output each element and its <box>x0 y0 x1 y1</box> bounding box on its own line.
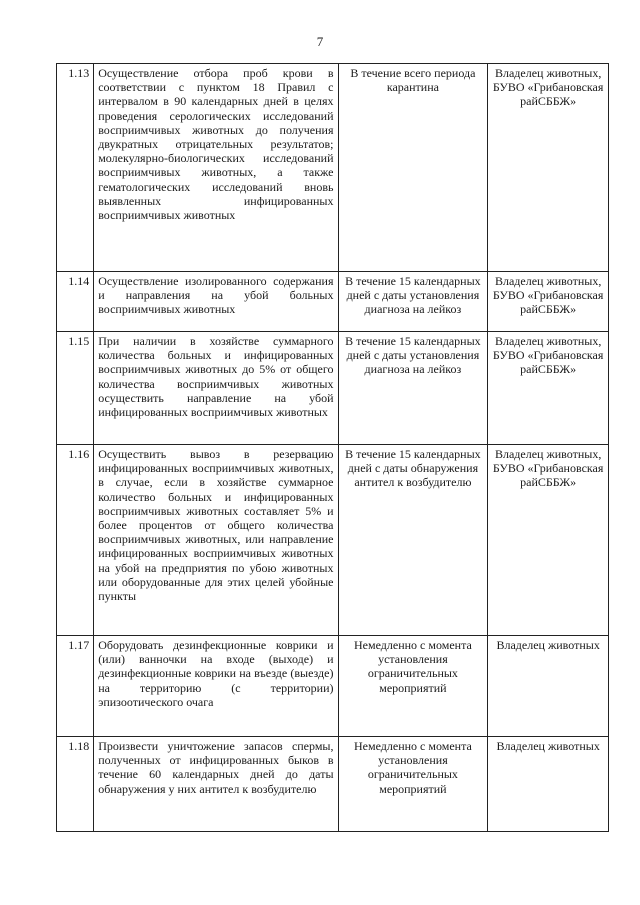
action-cell: Осуществление изолированного содержания и направления на убой больных восприимчивых животных <box>94 272 338 332</box>
row-number: 1.16 <box>57 445 94 636</box>
row-number: 1.18 <box>57 737 94 832</box>
measures-table <box>56 63 609 832</box>
action-cell: Осуществление отбора проб крови в соответствии с пунктом 18 Правил с интервалом в 90 календарных дней в целях проведения серологических исследований восприимчивых животных до получения двукратных отрицательных результатов; молекулярно-биологических исследований восприимчивых животных, а также гематологических исследований вновь выявленных инфицированных восприимчивых животных <box>94 64 338 272</box>
table-row <box>57 272 609 332</box>
term-cell: Немедленно с момента установления ограничительных мероприятий <box>338 636 488 737</box>
table-row <box>57 64 609 272</box>
responsible-cell: Владелец животных <box>488 737 609 832</box>
row-number: 1.17 <box>57 636 94 737</box>
term-cell: В течение 15 календарных дней с даты установления диагноза на лейкоз <box>338 332 488 445</box>
table-row <box>57 636 609 737</box>
action-cell: Осуществить вывоз в резервацию инфицированных восприимчивых животных, в случае, если в хозяйстве суммарное количество больных и инфицированных восприимчивых животных составляет 5% и более процентов от общего количества восприимчивых животных, или направление инфицированных восприимчивых животных на убой на предприятия по убою животных или оборудованные для этих целей убойные пункты <box>94 445 338 636</box>
responsible-cell: Владелец животных, БУВО «Грибановская райСББЖ» <box>488 64 609 272</box>
action-cell: При наличии в хозяйстве суммарного количества больных и инфицированных восприимчивых животных до 5% от общего количества восприимчивых животных осуществить направление на убой инфицированных восприимчивых животных <box>94 332 338 445</box>
row-number: 1.15 <box>57 332 94 445</box>
row-number: 1.14 <box>57 272 94 332</box>
responsible-cell: Владелец животных, БУВО «Грибановская райСББЖ» <box>488 272 609 332</box>
responsible-cell: Владелец животных, БУВО «Грибановская райСББЖ» <box>488 332 609 445</box>
table-row <box>57 445 609 636</box>
action-cell: Произвести уничтожение запасов спермы, полученных от инфицированных быков в течение 60 календарных дней до даты обнаружения у них антител к возбудителю <box>94 737 338 832</box>
responsible-cell: Владелец животных <box>488 636 609 737</box>
table-row <box>57 737 609 832</box>
action-cell: Оборудовать дезинфекционные коврики и (или) ванночки на входе (выходе) и дезинфекционные коврики на въезде (выезде) на территорию (с территории) эпизоотического очага <box>94 636 338 737</box>
term-cell: Немедленно с момента установления ограничительных мероприятий <box>338 737 488 832</box>
term-cell: В течение 15 календарных дней с даты обнаружения антител к возбудителю <box>338 445 488 636</box>
term-cell: В течение всего периода карантина <box>338 64 488 272</box>
responsible-cell: Владелец животных, БУВО «Грибановская райСББЖ» <box>488 445 609 636</box>
term-cell: В течение 15 календарных дней с даты установления диагноза на лейкоз <box>338 272 488 332</box>
page-number: 7 <box>316 34 324 49</box>
table-row <box>57 332 609 445</box>
row-number: 1.13 <box>57 64 94 272</box>
